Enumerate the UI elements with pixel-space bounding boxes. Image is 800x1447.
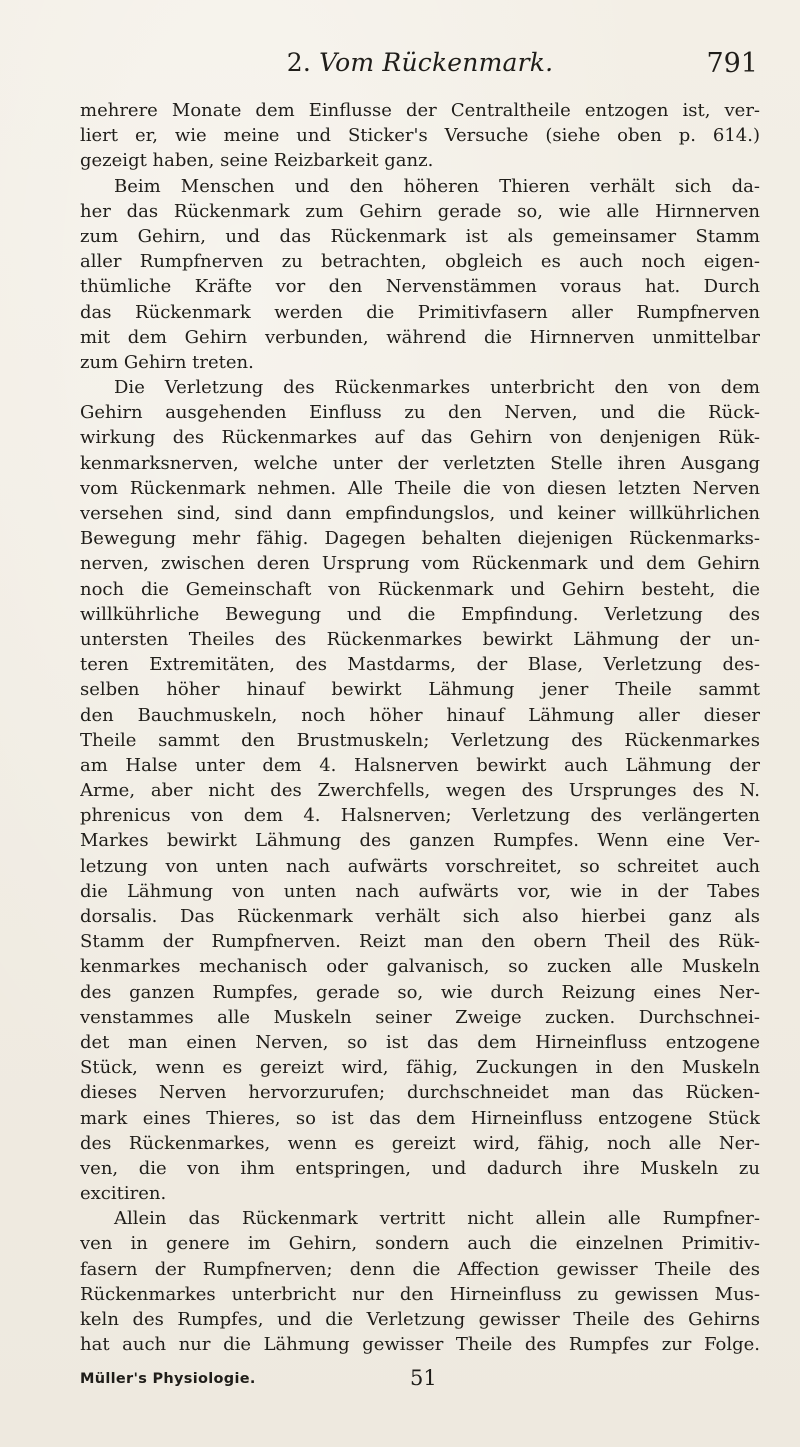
text-line: Markes bewirkt Lähmung des ganzen Rumpfes. Wenn eine Ver- xyxy=(80,830,760,852)
text-line: mit dem Gehirn verbunden, während die Hirnnerven unmittelbar xyxy=(80,326,760,348)
text-line: ven in genere im Gehirn, sondern auch die einzelnen Primitiv- xyxy=(80,1233,760,1255)
text-line: hat auch nur die Lähmung gewisser Theile des Rumpfes zur Folge. xyxy=(80,1334,760,1356)
text-line: venstammes alle Muskeln seiner Zweige zucken. Durchschnei- xyxy=(80,1006,760,1028)
text-line: kenmarkes mechanisch oder galvanisch, so zucken alle Muskeln xyxy=(80,956,760,978)
text-line: dieses Nerven hervorzurufen; durchschneidet man das Rücken- xyxy=(80,1082,760,1104)
text-line: thümliche Kräfte vor den Nervenstämmen voraus hat. Durch xyxy=(80,276,760,298)
body-text xyxy=(80,98,760,1357)
text-line: den Bauchmuskeln, noch höher hinauf Lähmung aller dieser xyxy=(80,704,760,726)
text-line: excitiren. xyxy=(80,1183,167,1205)
chapter-number: 2. xyxy=(286,48,311,77)
text-line: Arme, aber nicht des Zwerchfells, wegen des Ursprunges des N. xyxy=(80,780,760,802)
text-line: keln des Rumpfes, und die Verletzung gewisser Theile des Gehirns xyxy=(80,1309,760,1330)
text-line: gezeigt haben, seine Reizbarkeit ganz. xyxy=(80,150,434,172)
text-line: aller Rumpfnerven zu betrachten, obgleich es auch noch eigen- xyxy=(80,251,760,273)
text-line: wirkung des Rückenmarkes auf das Gehirn von denjenigen Rük- xyxy=(80,427,760,449)
chapter-title: Vom Rückenmark. xyxy=(319,48,554,77)
text-line: zum Gehirn, und das Rückenmark ist als gemeinsamer Stamm xyxy=(80,225,760,247)
page-number: 791 xyxy=(706,48,758,79)
text-line: Stamm der Rumpfnerven. Reizt man den obern Theil des Rük- xyxy=(80,931,760,953)
text-line: dorsalis. Das Rückenmark verhält sich also hierbei ganz als xyxy=(80,906,760,927)
text-line: mehrere Monate dem Einflusse der Centraltheile entzogen ist, ver- xyxy=(80,100,760,121)
text-line: Beim Menschen und den höheren Thieren verhält sich da- xyxy=(114,175,760,197)
text-line: teren Extremitäten, des Mastdarms, der Blase, Verletzung des- xyxy=(80,654,760,676)
text-line: am Halse unter dem 4. Halsnerven bewirkt auch Lähmung der xyxy=(80,754,760,776)
text-line: versehen sind, sind dann empfindungslos, und keiner willkührlichen xyxy=(80,503,760,524)
text-line: Gehirn ausgehenden Einfluss zu den Nerven, und die Rück- xyxy=(80,402,760,424)
text-line: Die Verletzung des Rückenmarkes unterbricht den von dem xyxy=(114,377,760,399)
text-line: kenmarksnerven, welche unter der verletzten Stelle ihren Ausgang xyxy=(80,452,760,474)
text-line: Bewegung mehr fähig. Dagegen behalten diejenigen Rückenmarks- xyxy=(80,528,760,550)
text-line: Stück, wenn es gereizt wird, fähig, Zuckungen in den Muskeln xyxy=(80,1057,760,1079)
page-header xyxy=(80,48,760,88)
text-line: zum Gehirn treten. xyxy=(80,351,254,373)
text-line: Allein das Rückenmark vertritt nicht allein alle Rumpfner- xyxy=(114,1208,760,1230)
text-line: liert er, wie meine und Sticker's Versuche (siehe oben p. 614.) xyxy=(80,125,760,147)
text-line: nerven, zwischen deren Ursprung vom Rückenmark und dem Gehirn xyxy=(80,553,760,575)
text-line: das Rückenmark werden die Primitivfasern aller Rumpfnerven xyxy=(80,301,760,323)
text-line: fasern der Rumpfnerven; denn die Affection gewisser Theile des xyxy=(80,1258,760,1280)
text-line: Theile sammt den Brustmuskeln; Verletzung des Rückenmarkes xyxy=(80,729,760,751)
text-line: selben höher hinauf bewirkt Lähmung jener Theile sammt xyxy=(80,679,760,701)
text-line: vom Rückenmark nehmen. Alle Theile die von diesen letzten Nerven xyxy=(80,477,760,499)
text-line: phrenicus von dem 4. Halsnerven; Verletzung des verlängerten xyxy=(80,805,760,827)
text-line: untersten Theiles des Rückenmarkes bewirkt Lähmung der un- xyxy=(80,628,760,650)
text-line: det man einen Nerven, so ist das dem Hirneinfluss entzogene xyxy=(80,1031,760,1053)
text-line: her das Rückenmark zum Gehirn gerade so, wie alle Hirnnerven xyxy=(80,200,760,222)
running-head xyxy=(80,48,760,77)
page-footer xyxy=(80,1366,760,1395)
text-line: noch die Gemeinschaft von Rückenmark und Gehirn besteht, die xyxy=(80,578,760,600)
text-line: des Rückenmarkes, wenn es gereizt wird, fähig, noch alle Ner- xyxy=(80,1132,760,1154)
text-line: letzung von unten nach aufwärts vorschreitet, so schreitet auch xyxy=(80,855,760,877)
text-line: willkührliche Bewegung und die Empfindung. Verletzung des xyxy=(80,603,760,625)
text-line: die Lähmung von unten nach aufwärts vor, wie in der Tabes xyxy=(80,880,760,902)
text-line: ven, die von ihm entspringen, und dadurch ihre Muskeln zu xyxy=(80,1157,760,1179)
sheet-number: 51 xyxy=(410,1366,437,1390)
text-line: des ganzen Rumpfes, gerade so, wie durch Reizung eines Ner- xyxy=(80,981,760,1003)
text-line: Rückenmarkes unterbricht nur den Hirneinfluss zu gewissen Mus- xyxy=(80,1283,760,1305)
text-line: mark eines Thieres, so ist das dem Hirneinfluss entzogene Stück xyxy=(80,1107,760,1129)
printer-signature: Müller's Physiologie. xyxy=(80,1371,256,1387)
